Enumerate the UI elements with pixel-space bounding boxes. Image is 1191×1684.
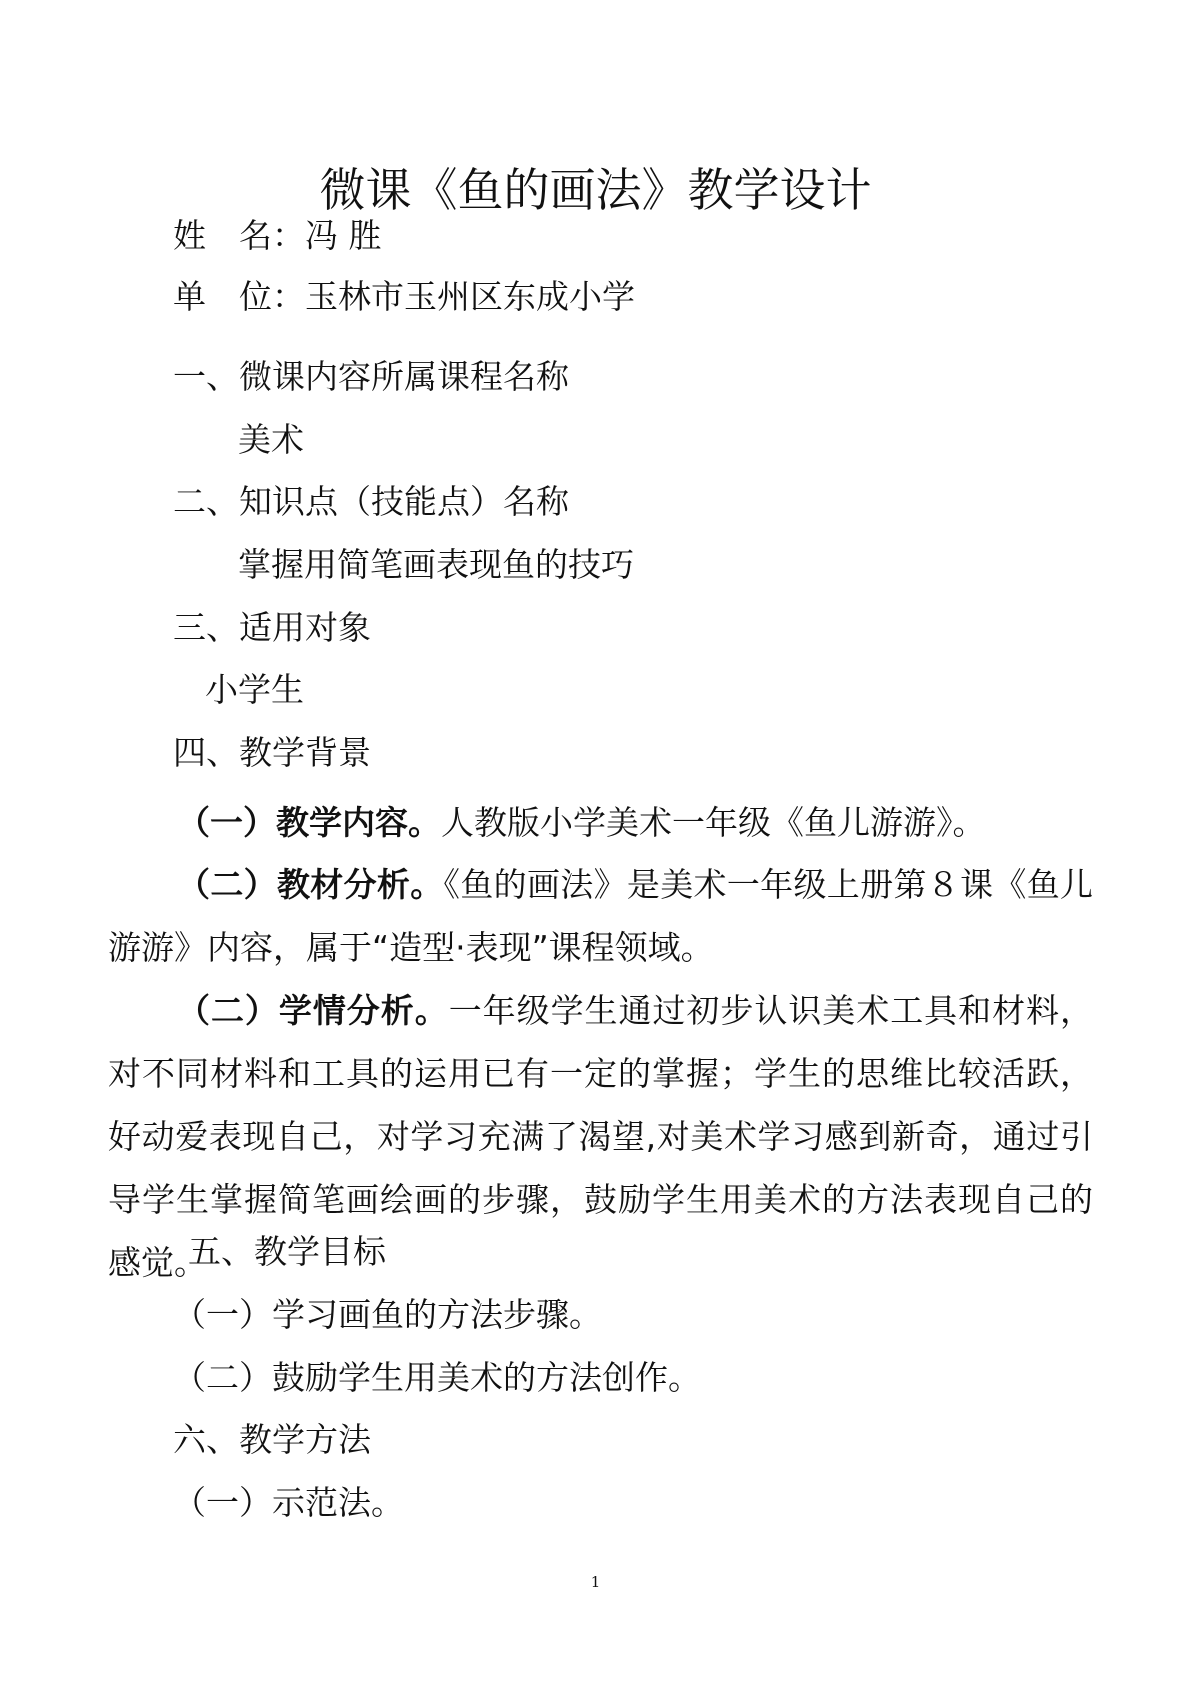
paragraph-text: 人教版小学美术一年级《鱼儿游游》。 (441, 803, 986, 842)
paragraph-teaching-content (108, 791, 1093, 854)
section-1-content: 美术 (238, 420, 304, 459)
author-name-line: 姓 名：冯 胜 (173, 216, 382, 255)
section-3-content: 小学生 (205, 670, 304, 709)
section-3-heading: 三、适用对象 (173, 608, 371, 647)
paragraph-text: 《鱼的画法》是美术一年级上册第８课《鱼儿游游》内容，属于“造型·表现”课程领域。 (108, 865, 1094, 967)
paragraph-text: 一年级学生通过初步认识美术工具和材料，对不同材料和工具的运用已有一定的掌握；学生的思维比较活跃，好动爱表现自己，对学习充满了渴望,对美术学习感到新奇，通过引导学生掌握简笔画绘画的步骤，鼓励学生用美术的方法表现自己的感觉。 (108, 991, 1094, 1282)
section-1-heading: 一、微课内容所属课程名称 (173, 357, 569, 396)
section-4-heading: 四、教学背景 (173, 733, 371, 772)
author-unit-line: 单 位：玉林市玉州区东成小学 (173, 277, 635, 316)
page-number: 1 (590, 1573, 601, 1591)
section-5-heading: 五、教学目标 (188, 1232, 386, 1271)
paragraph-label: （一）教学内容。 (177, 803, 441, 842)
paragraph-textbook-analysis (108, 853, 1093, 979)
section-2-heading: 二、知识点（技能点）名称 (173, 482, 569, 521)
section-6-heading: 六、教学方法 (173, 1420, 371, 1459)
section-5-item-1: （一）学习画鱼的方法步骤。 (173, 1295, 602, 1334)
document-title: 微课《鱼的画法》教学设计 (319, 163, 872, 217)
paragraph-label: （二）学情分析。 (177, 991, 449, 1030)
section-2-content: 掌握用简笔画表现鱼的技巧 (238, 545, 634, 584)
section-5-item-2: （二）鼓励学生用美术的方法创作。 (173, 1358, 701, 1397)
section-6-item-1: （一）示范法。 (173, 1483, 404, 1522)
paragraph-label: （二）教材分析。 (177, 865, 444, 904)
